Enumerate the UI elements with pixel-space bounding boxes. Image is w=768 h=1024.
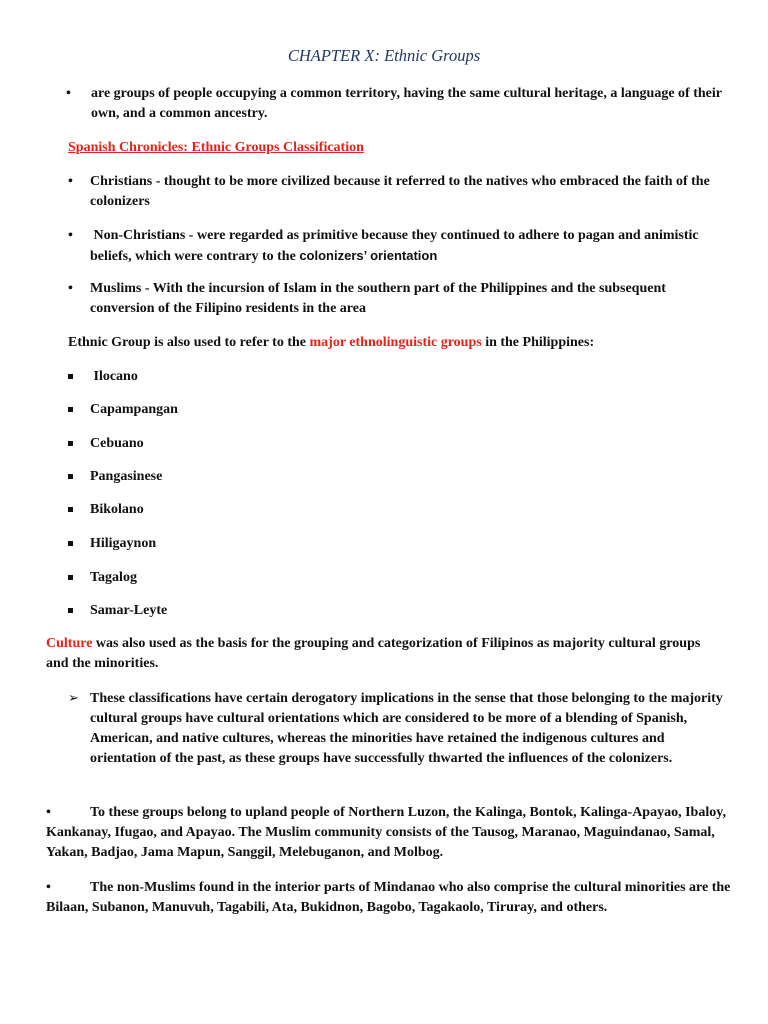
- section-heading: Spanish Chronicles: Ethnic Groups Classification: [68, 140, 364, 155]
- square-bullet-icon: [68, 374, 73, 379]
- classification-item: [68, 226, 728, 267]
- group-name: Pangasinese: [90, 469, 163, 484]
- square-bullet-icon: [68, 541, 73, 546]
- square-bullet-icon: [68, 441, 73, 446]
- culture-highlight: Culture: [46, 636, 93, 651]
- classification-bullet: •: [68, 281, 73, 296]
- classification-bullet: •: [68, 174, 73, 189]
- ethnic-line-after: in the Philippines:: [481, 335, 595, 350]
- classification-text-tail: colonizers’ orientation: [299, 248, 438, 263]
- group-name: Hiligaynon: [90, 536, 157, 551]
- group-name: Ilocano: [90, 369, 138, 384]
- ethnic-line-highlight: major ethnolinguistic groups: [309, 335, 482, 350]
- square-bullet-icon: [68, 608, 73, 613]
- ethnic-line-before: Ethnic Group is also used to refer to the: [68, 335, 310, 350]
- upland-paragraph: • To these groups belong to upland people of Northern Luzon, the Kalinga, Bontok, Kalinga-Apayao, Ibaloy, Kankanay, Ifugao, and Apayao. The Muslim community consists of the Tausog, Maranao, Maguindanao, Samal, Yakan, Badjao, Jama Mapun, Sanggil, Melebuganon, and Molbog.: [46, 805, 726, 860]
- square-bullet-icon: [68, 507, 73, 512]
- paragraph-text: To these groups belong to upland people of Northern Luzon, the Kalinga, Bontok, Kalinga-Apayao, Ibaloy, Kankanay, Ifugao, and Apayao. The Muslim community consists of the Tausog, Maranao, Maguindanao, Samal, Yakan, Badjao, Jama Mapun, Sanggil, Melebuganon, and Molbog.: [46, 805, 726, 860]
- culture-paragraph: [46, 634, 722, 674]
- culture-rest: was also used as the basis for the grouping and categorization of Filipinos as majority cultural groups and the minorities.: [46, 636, 701, 671]
- group-name: Cebuano: [90, 436, 144, 451]
- square-bullet-icon: [68, 575, 73, 580]
- square-bullet-icon: [68, 474, 73, 479]
- classification-text: Christians - thought to be more civilized because it referred to the natives who embraced the faith of the colonizers: [90, 174, 710, 209]
- classification-bullet: •: [68, 228, 73, 243]
- classification-text: Non-Christians - were regarded as primitive because they continued to adhere to pagan and animistic beliefs, which were contrary to the: [90, 228, 703, 264]
- implications-item: [68, 689, 728, 769]
- intro-item: [66, 84, 726, 124]
- intro-bullet: •: [66, 86, 71, 101]
- classification-item: [68, 172, 728, 212]
- implications-text: These classifications have certain derogatory implications in the sense that those belonging to the majority cultural groups have cultural orientations which are considered to be more of a blending of Spanish, American, and native cultures, whereas the minorities have retained the indigenous cultures and orientation of the past, as these groups have successfully thwarted the influences of the colonizers.: [90, 691, 723, 766]
- group-name: Samar-Leyte: [90, 603, 168, 618]
- intro-text: are groups of people occupying a common territory, having the same cultural heritage, a language of their own, and a common ancestry.: [91, 86, 722, 121]
- classification-text: Muslims - With the incursion of Islam in the southern part of the Philippines and the subsequent conversion of the Filipino residents in the area: [90, 281, 666, 316]
- group-name: Bikolano: [90, 502, 144, 517]
- square-bullet-icon: [68, 407, 73, 412]
- mindanao-paragraph: • The non-Muslims found in the interior parts of Mindanao who also comprise the cultural minorities are the Bilaan, Subanon, Manuvuh, Tagabili, Ata, Bukidnon, Bagobo, Tagakaolo, Tiruray, and others.: [46, 880, 731, 915]
- arrow-bullet-icon: ➢: [68, 691, 79, 706]
- classification-item: [68, 279, 728, 319]
- paragraph-text: The non-Muslims found in the interior parts of Mindanao who also comprise the cultural minorities are the Bilaan, Subanon, Manuvuh, Tagabili, Ata, Bukidnon, Bagobo, Tagakaolo, Tiruray, and others.: [46, 880, 731, 915]
- group-name: Tagalog: [90, 570, 137, 585]
- ethnic-group-line: [68, 333, 748, 353]
- group-name: Capampangan: [90, 402, 178, 417]
- page-title: CHAPTER X: Ethnic Groups: [287, 46, 481, 65]
